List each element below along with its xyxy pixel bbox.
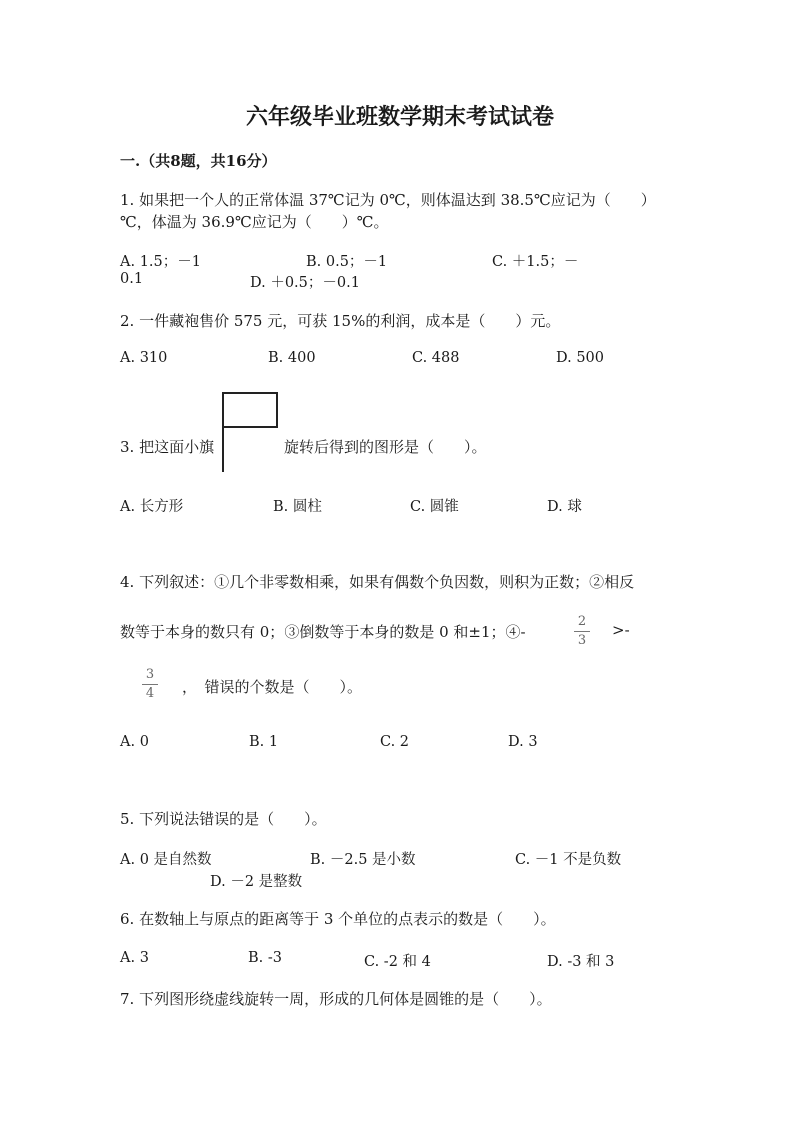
q2-stem: 2. 一件藏袍售价 575 元，可获 15%的利润，成本是（ ）元。 (120, 312, 561, 330)
q4-option-a[interactable]: A. 0 (120, 734, 149, 750)
section-heading: 一.（共8题，共16分） (120, 152, 277, 170)
q3-option-b[interactable]: B. 圆柱 (273, 499, 322, 515)
q6-option-d[interactable]: D. -3 和 3 (547, 954, 615, 970)
q4-stem-line1: 4. 下列叙述：①几个非零数相乘，如果有偶数个负因数，则积为正数；②相反 (120, 573, 635, 591)
fraction-denominator: 3 (577, 633, 587, 648)
fraction-two-thirds (572, 615, 592, 648)
q4-stem-line2-tail: >- (612, 621, 630, 639)
q1-option-b[interactable]: B. 0.5；－1 (306, 254, 388, 270)
q3-option-d[interactable]: D. 球 (547, 499, 582, 515)
q1-option-a[interactable]: A. 1.5；－1 (120, 254, 201, 270)
fraction-bar (574, 631, 590, 632)
q5-stem: 5. 下列说法错误的是（ ）。 (120, 810, 327, 828)
q1-stem-line1: 1. 如果把一个人的正常体温 37℃记为 0℃，则体温达到 38.5℃应记为（ ） (120, 191, 656, 209)
q5-option-d[interactable]: D. －2 是整数 (210, 874, 303, 890)
q7-stem: 7. 下列图形绕虚线旋转一周，形成的几何体是圆锥的是（ ）。 (120, 990, 552, 1008)
q2-option-d[interactable]: D. 500 (556, 350, 605, 366)
q2-option-b[interactable]: B. 400 (268, 350, 316, 366)
fraction-numerator: 3 (145, 667, 155, 682)
q1-stem-line2: ℃，体温为 36.9℃应记为（ ）℃。 (120, 213, 389, 231)
q2-option-c[interactable]: C. 488 (412, 350, 460, 366)
q6-option-c[interactable]: C. -2 和 4 (364, 954, 431, 970)
q5-option-a[interactable]: A. 0 是自然数 (120, 852, 212, 868)
flag-figure (221, 392, 279, 472)
page-title: 六年级毕业班数学期末考试试卷 (245, 104, 554, 130)
fraction-denominator: 4 (145, 686, 155, 701)
q4-stem-line2: 数等于本身的数只有 0；③倒数等于本身的数是 0 和±1；④- (120, 623, 526, 641)
q6-option-b[interactable]: B. -3 (248, 950, 282, 966)
q2-option-a[interactable]: A. 310 (120, 350, 168, 366)
q1-option-c-cont: 0.1 (120, 271, 144, 287)
q3-option-c[interactable]: C. 圆锥 (410, 499, 459, 515)
fraction-numerator: 2 (577, 614, 587, 629)
q3-stem-before: 3. 把这面小旗 (120, 438, 215, 456)
q4-stem-line3: ， 错误的个数是（ ）。 (182, 678, 363, 696)
q6-stem: 6. 在数轴上与原点的距离等于 3 个单位的点表示的数是（ ）。 (120, 910, 556, 928)
q4-option-c[interactable]: C. 2 (380, 734, 410, 750)
q3-option-a[interactable]: A. 长方形 (120, 499, 184, 515)
fraction-bar (142, 684, 158, 685)
q4-option-d[interactable]: D. 3 (508, 734, 538, 750)
fraction-three-quarters (140, 668, 160, 701)
q1-option-c[interactable]: C. ＋1.5；－ (492, 254, 579, 270)
q5-option-b[interactable]: B. －2.5 是小数 (310, 852, 416, 868)
q6-option-a[interactable]: A. 3 (120, 950, 149, 966)
q4-option-b[interactable]: B. 1 (249, 734, 279, 750)
q5-option-c[interactable]: C. －1 不是负数 (515, 852, 622, 868)
q3-stem-after: 旋转后得到的图形是（ ）。 (284, 438, 487, 456)
q1-option-d[interactable]: D. ＋0.5；－0.1 (250, 275, 360, 291)
